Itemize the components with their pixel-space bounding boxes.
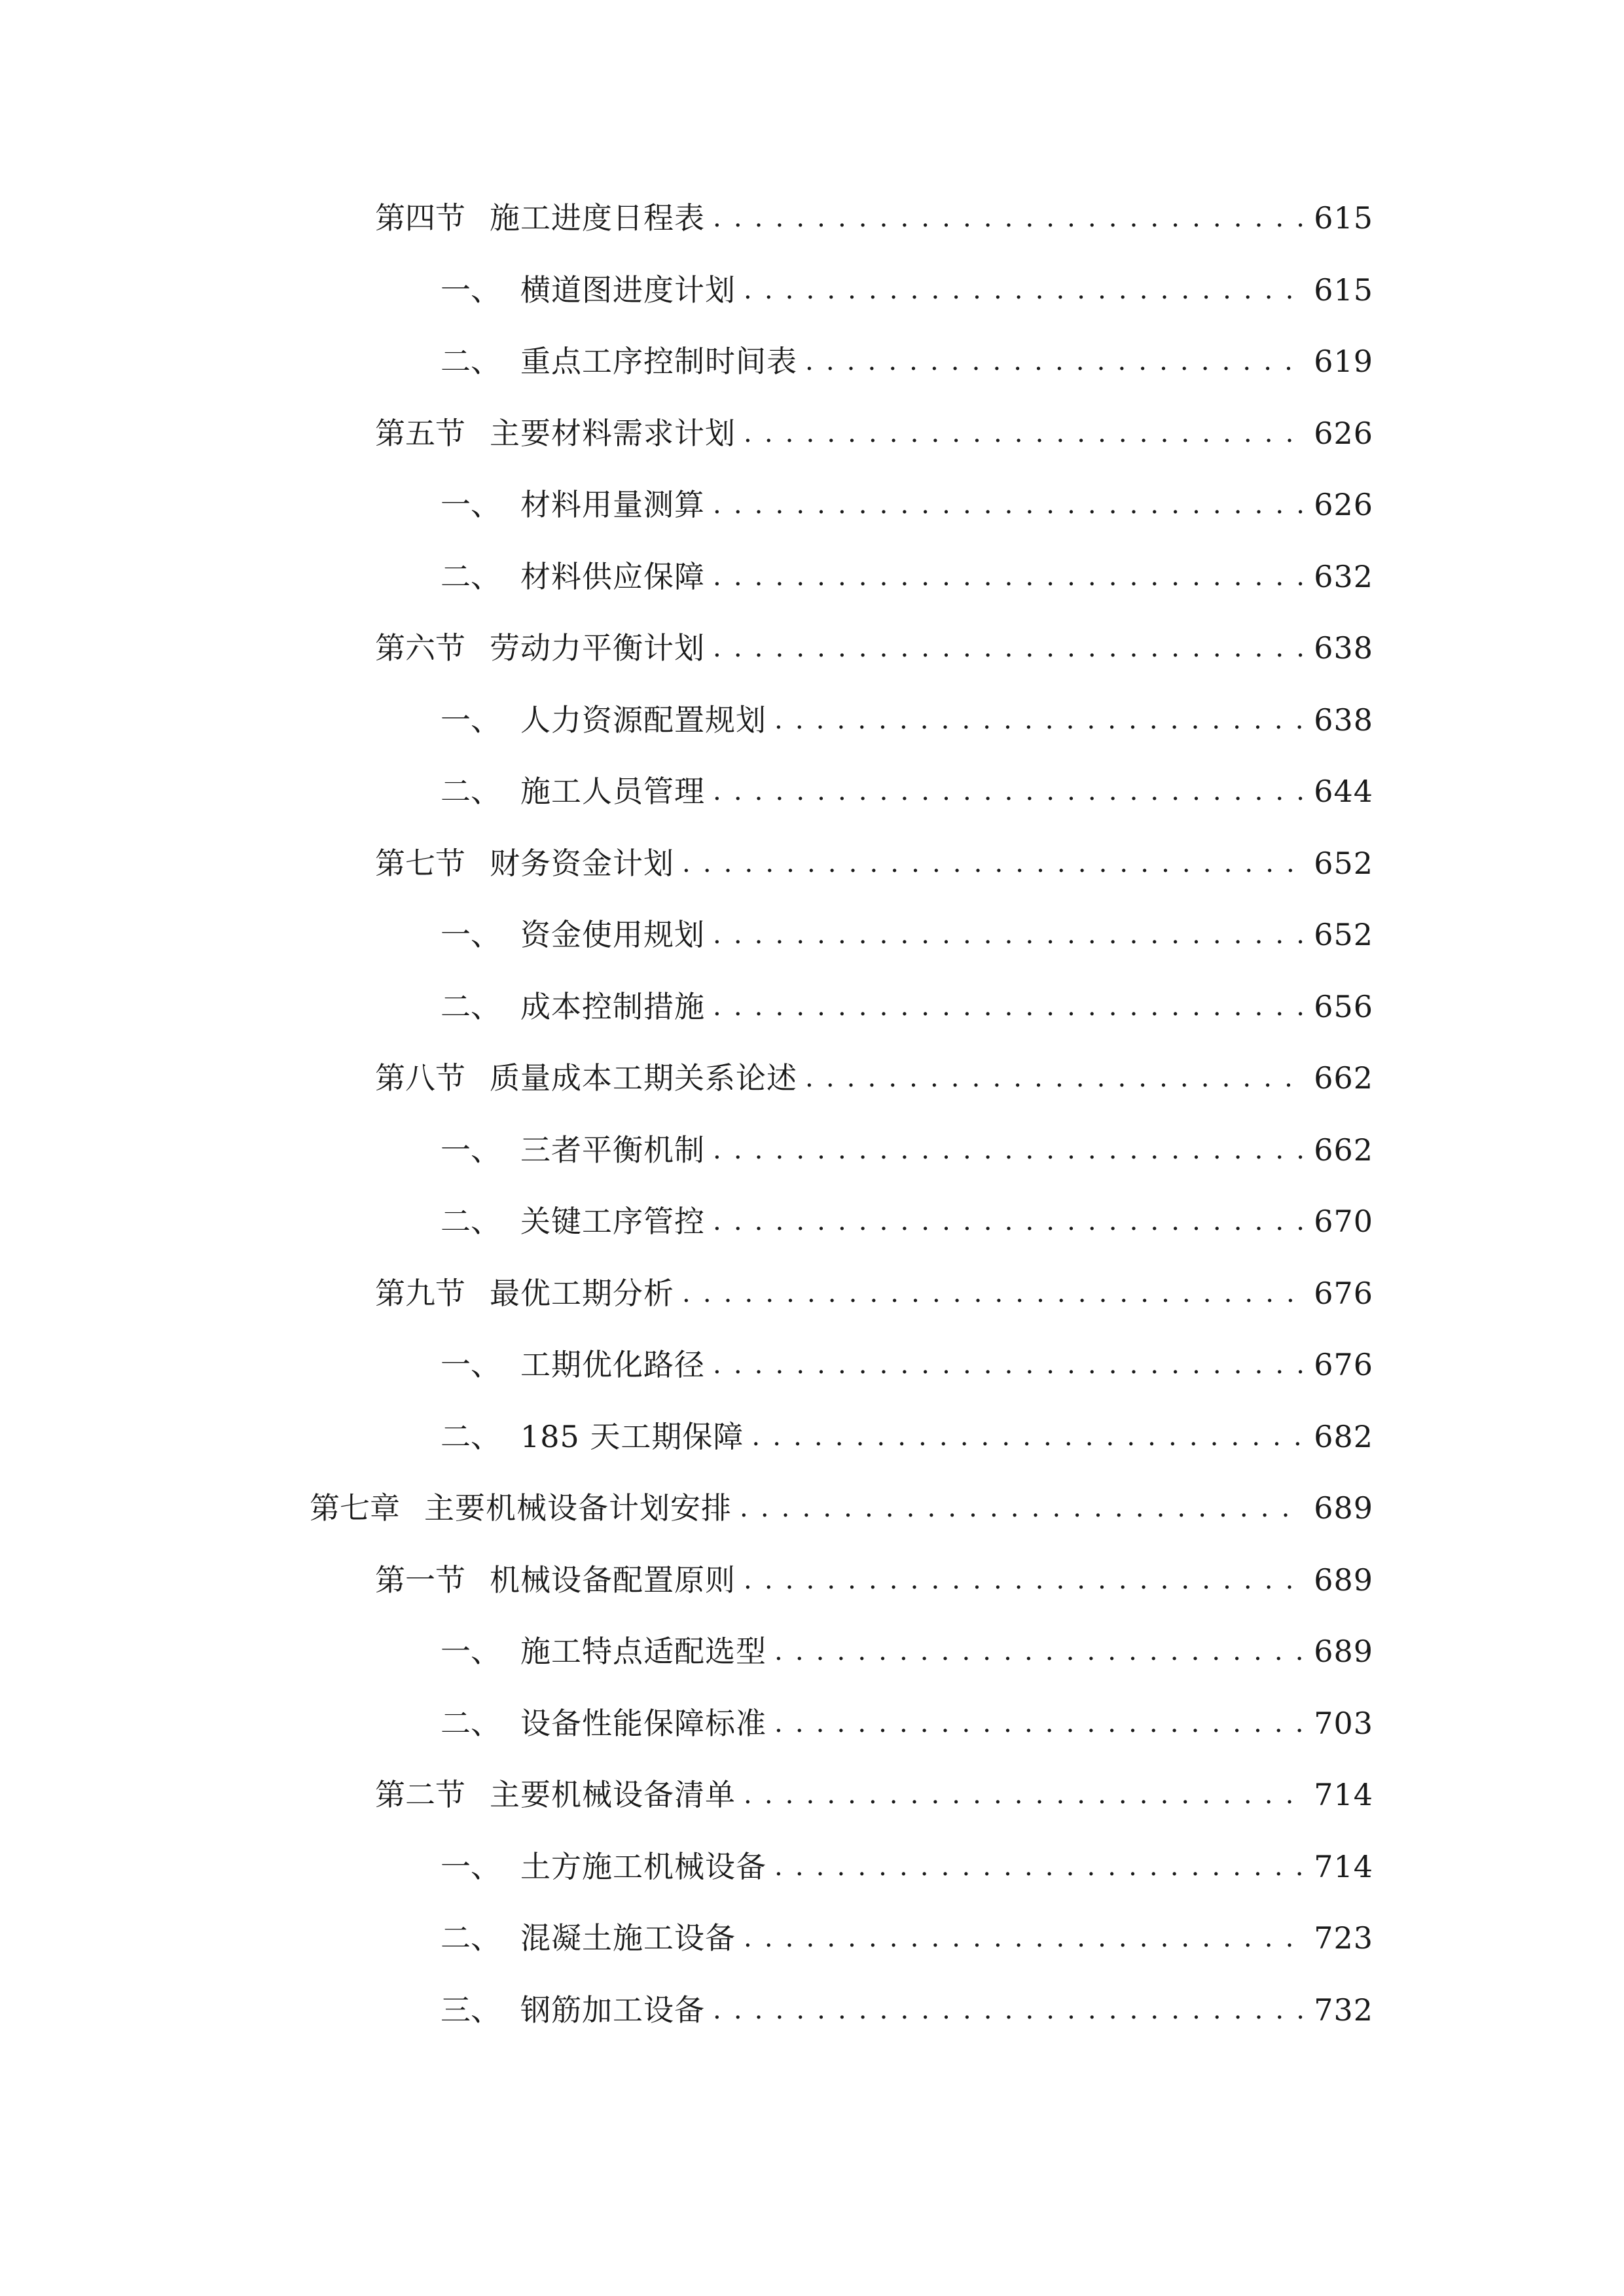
toc-dot-leader xyxy=(713,1342,1305,1388)
toc-entry-title: 资金使用规划 xyxy=(520,917,705,952)
toc-dot-leader xyxy=(774,1628,1305,1674)
toc-entry[interactable] xyxy=(441,768,1373,814)
toc-entry-prefix: 第一节 xyxy=(375,1562,465,1598)
toc-entry-prefix: 二、 xyxy=(441,344,501,379)
toc-entry-page: 670 xyxy=(1314,1204,1373,1239)
toc-dot-leader xyxy=(713,1198,1305,1244)
toc-dot-leader xyxy=(713,554,1305,600)
toc-dot-leader xyxy=(713,482,1305,528)
toc-entry-page: 732 xyxy=(1314,1992,1373,2028)
toc-entry[interactable] xyxy=(375,1270,1373,1316)
toc-entry-title: 最优工期分析 xyxy=(490,1276,674,1311)
toc-entry-title: 混凝土施工设备 xyxy=(520,1920,736,1956)
toc-entry-title: 重点工序控制时间表 xyxy=(520,344,797,379)
toc-entry-prefix: 一、 xyxy=(441,272,501,308)
toc-dot-leader xyxy=(774,697,1305,743)
toc-dot-leader xyxy=(713,984,1305,1030)
toc-entry-prefix: 二、 xyxy=(441,559,501,594)
toc-entry-page: 615 xyxy=(1314,200,1373,236)
toc-entry[interactable] xyxy=(441,1342,1373,1388)
toc-dot-leader xyxy=(713,195,1305,241)
toc-dot-leader xyxy=(744,410,1305,456)
toc-entry-page: 676 xyxy=(1314,1276,1373,1311)
toc-entry[interactable] xyxy=(441,1700,1373,1746)
toc-entry-title: 施工人员管理 xyxy=(520,774,705,809)
toc-entry[interactable] xyxy=(441,912,1373,958)
toc-entry[interactable] xyxy=(310,1485,1373,1531)
toc-entry-title: 横道图进度计划 xyxy=(520,272,736,308)
toc-entry-prefix: 第二节 xyxy=(375,1777,465,1812)
toc-entry-title: 三者平衡机制 xyxy=(520,1132,705,1168)
toc-entry-prefix: 第五节 xyxy=(375,416,465,451)
toc-entry[interactable] xyxy=(375,1055,1373,1101)
toc-entry-prefix: 二、 xyxy=(441,989,501,1024)
toc-entry-title: 材料供应保障 xyxy=(520,559,705,594)
toc-entry-title: 主要材料需求计划 xyxy=(490,416,736,451)
toc-entry-title: 土方施工机械设备 xyxy=(520,1849,767,1884)
toc-entry-page: 656 xyxy=(1314,989,1373,1024)
toc-entry-page: 676 xyxy=(1314,1347,1373,1382)
toc-dot-leader xyxy=(774,1700,1305,1746)
toc-dot-leader xyxy=(744,267,1305,313)
toc-entry[interactable] xyxy=(441,1127,1373,1173)
toc-entry-title: 人力资源配置规划 xyxy=(520,702,767,738)
toc-entry[interactable] xyxy=(375,625,1373,671)
toc-entry-page: 626 xyxy=(1314,416,1373,451)
toc-entry-page: 662 xyxy=(1314,1132,1373,1168)
toc-entry-page: 662 xyxy=(1314,1060,1373,1096)
toc-entry-prefix: 一、 xyxy=(441,1634,501,1669)
toc-entry-title: 施工特点适配选型 xyxy=(520,1634,767,1669)
toc-dot-leader xyxy=(744,1915,1305,1961)
toc-entry-prefix: 第六节 xyxy=(375,630,465,666)
toc-entry-prefix: 第七章 xyxy=(310,1490,400,1526)
toc-entry-title: 财务资金计划 xyxy=(490,846,674,881)
toc-dot-leader xyxy=(682,1270,1305,1316)
toc-entry[interactable] xyxy=(441,267,1373,313)
toc-entry-prefix: 第七节 xyxy=(375,846,465,881)
toc-dot-leader xyxy=(713,625,1305,671)
toc-entry-prefix: 一、 xyxy=(441,487,501,522)
toc-entry-prefix: 第八节 xyxy=(375,1060,465,1096)
toc-entry-title: 185 天工期保障 xyxy=(520,1419,744,1454)
toc-entry-title: 设备性能保障标准 xyxy=(520,1706,767,1741)
toc-dot-leader xyxy=(774,1844,1305,1890)
toc-entry[interactable] xyxy=(441,1414,1373,1460)
toc-entry[interactable] xyxy=(441,1987,1373,2033)
toc-entry[interactable] xyxy=(441,482,1373,528)
toc-entry-title: 材料用量测算 xyxy=(520,487,705,522)
toc-entry-title: 钢筋加工设备 xyxy=(520,1992,705,2028)
toc-entry-prefix: 第九节 xyxy=(375,1276,465,1311)
toc-entry-prefix: 二、 xyxy=(441,1706,501,1741)
toc-entry-page: 644 xyxy=(1314,774,1373,809)
toc-entry[interactable] xyxy=(375,195,1373,241)
toc-entry-page: 652 xyxy=(1314,846,1373,881)
toc-entry-page: 689 xyxy=(1314,1634,1373,1669)
toc-dot-leader xyxy=(713,1127,1305,1173)
toc-dot-leader xyxy=(740,1485,1305,1531)
toc-entry[interactable] xyxy=(441,1844,1373,1890)
toc-entry-prefix: 二、 xyxy=(441,1204,501,1239)
toc-dot-leader xyxy=(682,840,1305,886)
toc-entry-title: 施工进度日程表 xyxy=(490,200,705,236)
toc-entry-title: 关键工序管控 xyxy=(520,1204,705,1239)
toc-entry-page: 714 xyxy=(1314,1849,1373,1884)
toc-entry[interactable] xyxy=(375,840,1373,886)
toc-entry-title: 机械设备配置原则 xyxy=(490,1562,736,1598)
toc-entry-prefix: 三、 xyxy=(441,1992,501,2028)
toc-entry-prefix: 一、 xyxy=(441,917,501,952)
toc-dot-leader xyxy=(713,912,1305,958)
toc-entry-page: 615 xyxy=(1314,272,1373,308)
toc-entry[interactable] xyxy=(441,697,1373,743)
toc-entry-page: 714 xyxy=(1314,1777,1373,1812)
toc-dot-leader xyxy=(713,768,1305,814)
toc-entry-prefix: 二、 xyxy=(441,1920,501,1956)
toc-entry-prefix: 一、 xyxy=(441,702,501,738)
toc-entry-page: 723 xyxy=(1314,1920,1373,1956)
toc-entry-page: 689 xyxy=(1314,1562,1373,1598)
toc-entry-page: 638 xyxy=(1314,702,1373,738)
toc-dot-leader xyxy=(805,338,1305,384)
toc-entry-title: 主要机械设备计划安排 xyxy=(424,1490,732,1526)
toc-entry-page: 638 xyxy=(1314,630,1373,666)
toc-entry[interactable] xyxy=(441,1628,1373,1674)
toc-dot-leader xyxy=(805,1055,1305,1101)
toc-entry-page: 689 xyxy=(1314,1490,1373,1526)
toc-entry-title: 劳动力平衡计划 xyxy=(490,630,705,666)
toc-entry[interactable] xyxy=(375,1772,1373,1818)
toc-entry-page: 626 xyxy=(1314,487,1373,522)
toc-dot-leader xyxy=(744,1557,1305,1603)
toc-entry-page: 619 xyxy=(1314,344,1373,379)
toc-entry-title: 主要机械设备清单 xyxy=(490,1777,736,1812)
toc-dot-leader xyxy=(713,1987,1305,2033)
toc-entry[interactable] xyxy=(441,984,1373,1030)
toc-entry[interactable] xyxy=(441,338,1373,384)
toc-entry-title: 工期优化路径 xyxy=(520,1347,705,1382)
toc-entry-page: 632 xyxy=(1314,559,1373,594)
toc-entry-prefix: 一、 xyxy=(441,1849,501,1884)
toc-entry[interactable] xyxy=(375,410,1373,456)
toc-entry-prefix: 一、 xyxy=(441,1132,501,1168)
toc-entry-page: 682 xyxy=(1314,1419,1373,1454)
toc-entry-title: 质量成本工期关系论述 xyxy=(490,1060,797,1096)
toc-entry-prefix: 二、 xyxy=(441,774,501,809)
toc-entry-page: 652 xyxy=(1314,917,1373,952)
toc-entry-prefix: 一、 xyxy=(441,1347,501,1382)
toc-entry[interactable] xyxy=(441,1198,1373,1244)
toc-entry[interactable] xyxy=(441,554,1373,600)
toc-dot-leader xyxy=(751,1414,1305,1460)
toc-entry-page: 703 xyxy=(1314,1706,1373,1741)
toc-entry[interactable] xyxy=(375,1557,1373,1603)
toc-entry-title: 成本控制措施 xyxy=(520,989,705,1024)
toc-entry-prefix: 二、 xyxy=(441,1419,501,1454)
toc-entry-prefix: 第四节 xyxy=(375,200,465,236)
toc-dot-leader xyxy=(744,1772,1305,1818)
toc-entry[interactable] xyxy=(441,1915,1373,1961)
